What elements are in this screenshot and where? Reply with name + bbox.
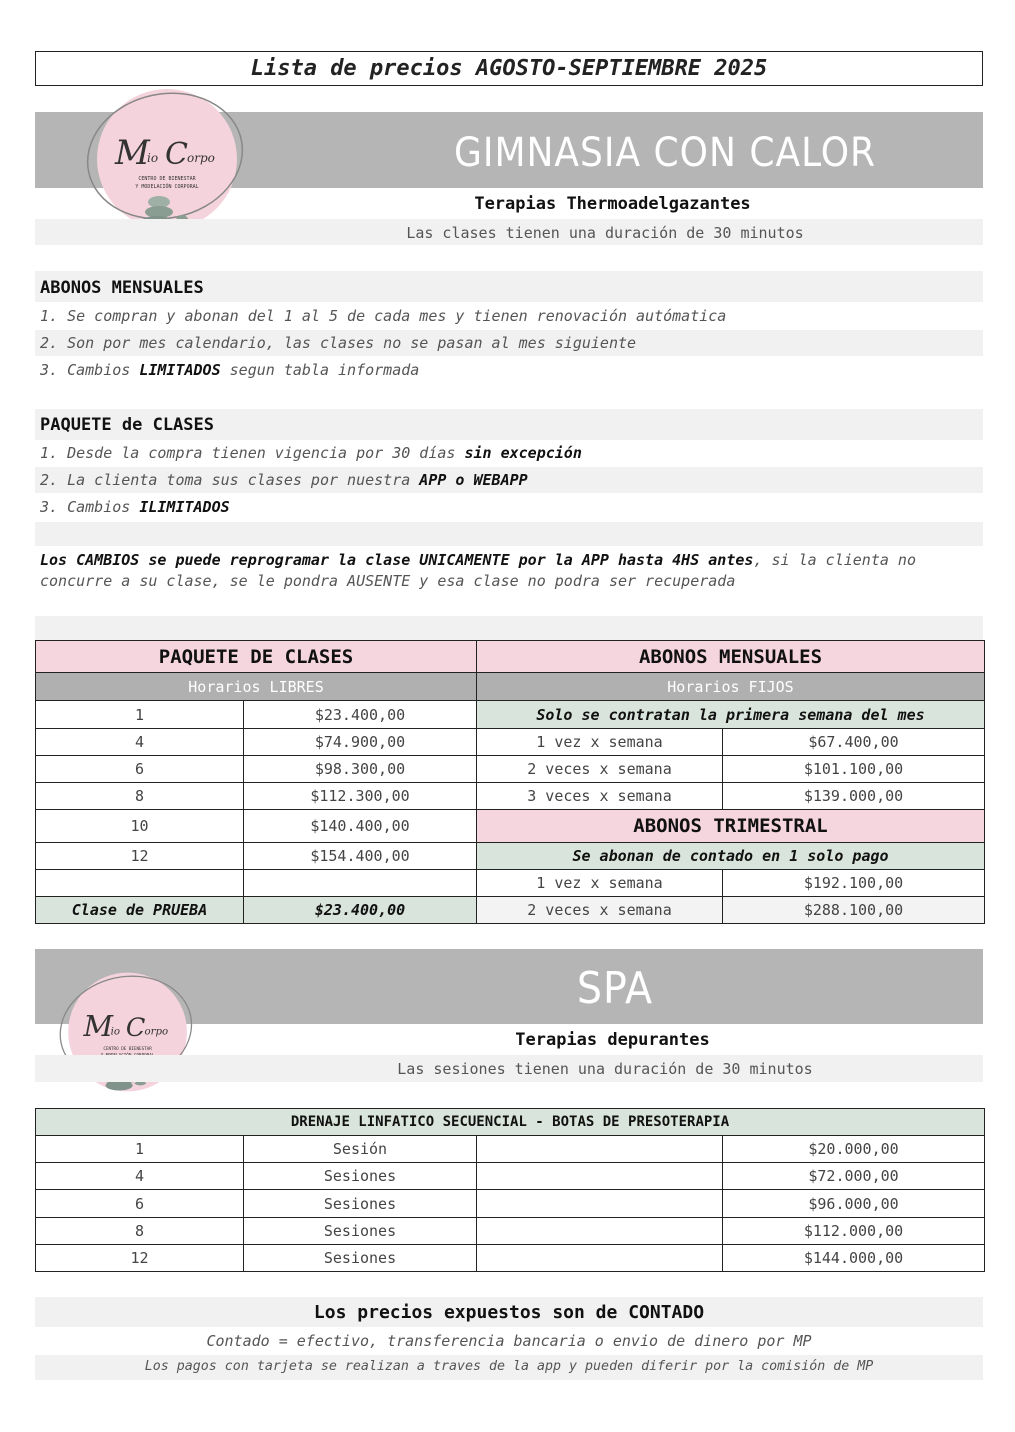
gym-band-title: GIMNASIA CON CALOR bbox=[453, 130, 877, 176]
empty-cell bbox=[244, 870, 477, 897]
mio-corpo-logo bbox=[85, 84, 250, 234]
spa-unit: Sesiones bbox=[244, 1245, 477, 1272]
spacer-row-2 bbox=[35, 616, 983, 640]
svg-text:io: io bbox=[147, 151, 159, 165]
svg-text:C: C bbox=[165, 137, 188, 172]
pack-price: $154.400,00 bbox=[244, 843, 477, 870]
spa-band-title: SPA bbox=[576, 963, 654, 1014]
paquete-item-1 bbox=[40, 444, 582, 462]
abonos-item-3-bold: LIMITADOS bbox=[139, 361, 221, 379]
left-subheader: Horarios LIBRES bbox=[36, 673, 477, 701]
svg-text:orpo: orpo bbox=[144, 1026, 169, 1038]
spa-qty: 8 bbox=[36, 1218, 244, 1245]
paquete-item-2 bbox=[40, 471, 528, 489]
svg-text:M: M bbox=[83, 1009, 113, 1044]
spa-table-header: DRENAJE LINFATICO SECUENCIAL - BOTAS DE PRESOTERAPIA bbox=[36, 1109, 985, 1136]
paquete-item-3-bold: ILIMITADOS bbox=[139, 498, 230, 516]
trimestral-header: ABONOS TRIMESTRAL bbox=[477, 810, 985, 843]
pack-price: $140.400,00 bbox=[244, 810, 477, 843]
left-header: PAQUETE DE CLASES bbox=[36, 641, 477, 673]
empty-cell bbox=[477, 1218, 723, 1245]
spa-price: $112.000,00 bbox=[723, 1218, 985, 1245]
pack-qty: 4 bbox=[36, 729, 244, 756]
cambios-note bbox=[40, 550, 975, 592]
paquete-item-2-bold: APP o WEBAPP bbox=[419, 471, 528, 489]
monthly-price: $67.400,00 bbox=[723, 729, 985, 756]
paquete-item-1-bold: sin excepción bbox=[464, 444, 582, 462]
spa-qty: 12 bbox=[36, 1245, 244, 1272]
spa-duration: Las sesiones tienen una duración de 30 minutos bbox=[397, 1060, 813, 1078]
spa-qty: 6 bbox=[36, 1190, 244, 1218]
trimestral-note: Se abonan de contado en 1 solo pago bbox=[477, 843, 985, 870]
trimestral-freq: 1 vez x semana bbox=[477, 870, 723, 897]
spa-qty: 1 bbox=[36, 1136, 244, 1163]
monthly-price: $101.100,00 bbox=[723, 756, 985, 783]
empty-cell bbox=[477, 1163, 723, 1190]
trial-price: $23.400,00 bbox=[244, 897, 477, 924]
abonos-item-3 bbox=[40, 361, 419, 379]
trial-label: Clase de PRUEBA bbox=[36, 897, 244, 924]
spa-price: $144.000,00 bbox=[723, 1245, 985, 1272]
right-subheader: Horarios FIJOS bbox=[477, 673, 985, 701]
pack-price: $23.400,00 bbox=[244, 701, 477, 729]
pack-qty: 12 bbox=[36, 843, 244, 870]
trimestral-price: $192.100,00 bbox=[723, 870, 985, 897]
spa-qty: 4 bbox=[36, 1163, 244, 1190]
empty-cell bbox=[477, 1245, 723, 1272]
page-title: Lista de precios AGOSTO-SEPTIEMBRE 2025 bbox=[35, 51, 983, 86]
monthly-freq: 2 veces x semana bbox=[477, 756, 723, 783]
spa-unit: Sesiones bbox=[244, 1163, 477, 1190]
abonos-item-2: 2. Son por mes calendario, las clases no se pasan al mes siguiente bbox=[40, 334, 637, 352]
paquete-item-3 bbox=[40, 498, 230, 516]
gym-duration: Las clases tienen una duración de 30 minutos bbox=[406, 224, 804, 242]
svg-text:M: M bbox=[115, 133, 150, 173]
svg-text:C: C bbox=[125, 1013, 146, 1044]
trimestral-price: $288.100,00 bbox=[723, 897, 985, 924]
paquete-heading: PAQUETE de CLASES bbox=[40, 415, 214, 435]
svg-text:orpo: orpo bbox=[187, 151, 215, 165]
spa-unit: Sesiones bbox=[244, 1218, 477, 1245]
empty-cell bbox=[477, 1190, 723, 1218]
pack-qty: 10 bbox=[36, 810, 244, 843]
footer-line-2: Los pagos con tarjeta se realizan a traves de la app y pueden diferir por la comisión de MP bbox=[144, 1359, 874, 1374]
logo-tagline-2: Y MODELACIÓN CORPORAL bbox=[135, 184, 199, 190]
monthly-freq: 3 veces x semana bbox=[477, 783, 723, 810]
footer-heading: Los precios expuestos son de CONTADO bbox=[313, 1302, 705, 1323]
svg-text:io: io bbox=[110, 1026, 120, 1038]
right-header: ABONOS MENSUALES bbox=[477, 641, 985, 673]
paquete-item-2-pre: 2. La clienta toma sus clases por nuestra bbox=[40, 471, 420, 489]
cambios-note-rest: , si la clienta no concurre a su clase, se le pondra AUSENTE y esa clase no podra ser recuperada bbox=[40, 551, 916, 590]
spacer-row bbox=[35, 522, 983, 546]
spa-table bbox=[35, 1108, 985, 1272]
cambios-note-bold: Los CAMBIOS se puede reprogramar la clase UNICAMENTE por la APP hasta 4HS antes bbox=[40, 551, 754, 569]
monthly-price: $139.000,00 bbox=[723, 783, 985, 810]
trimestral-freq: 2 veces x semana bbox=[477, 897, 723, 924]
pack-price: $112.300,00 bbox=[244, 783, 477, 810]
empty-cell bbox=[36, 870, 244, 897]
spa-unit: Sesiones bbox=[244, 1190, 477, 1218]
abonos-item-3-pre: 3. Cambios bbox=[40, 361, 140, 379]
pack-qty: 8 bbox=[36, 783, 244, 810]
spa-unit: Sesión bbox=[244, 1136, 477, 1163]
pack-qty: 6 bbox=[36, 756, 244, 783]
paquete-item-3-pre: 3. Cambios bbox=[40, 498, 140, 516]
paquete-item-1-pre: 1. Desde la compra tienen vigencia por 30 días bbox=[40, 444, 465, 462]
pack-price: $74.900,00 bbox=[244, 729, 477, 756]
footer-line-1: Contado = efectivo, transferencia bancaria o envio de dinero por MP bbox=[206, 1332, 812, 1350]
monthly-freq: 1 vez x semana bbox=[477, 729, 723, 756]
monthly-note: Solo se contratan la primera semana del mes bbox=[477, 701, 985, 729]
gym-subtitle: Terapias Thermoadelgazantes bbox=[474, 194, 751, 214]
price-table bbox=[35, 640, 985, 924]
spa-price: $96.000,00 bbox=[723, 1190, 985, 1218]
svg-text:CENTRO DE BIENESTAR: CENTRO DE BIENESTAR bbox=[103, 1045, 152, 1051]
abonos-item-3-post: segun tabla informada bbox=[220, 361, 420, 379]
pack-qty: 1 bbox=[36, 701, 244, 729]
spa-subtitle: Terapias depurantes bbox=[515, 1030, 710, 1050]
spa-price: $20.000,00 bbox=[723, 1136, 985, 1163]
logo-tagline-1: CENTRO DE BIENESTAR bbox=[138, 176, 196, 182]
spa-price: $72.000,00 bbox=[723, 1163, 985, 1190]
empty-cell bbox=[477, 1136, 723, 1163]
abonos-heading: ABONOS MENSUALES bbox=[40, 278, 204, 298]
pack-price: $98.300,00 bbox=[244, 756, 477, 783]
abonos-item-1: 1. Se compran y abonan del 1 al 5 de cada mes y tienen renovación autómatica bbox=[40, 307, 727, 325]
